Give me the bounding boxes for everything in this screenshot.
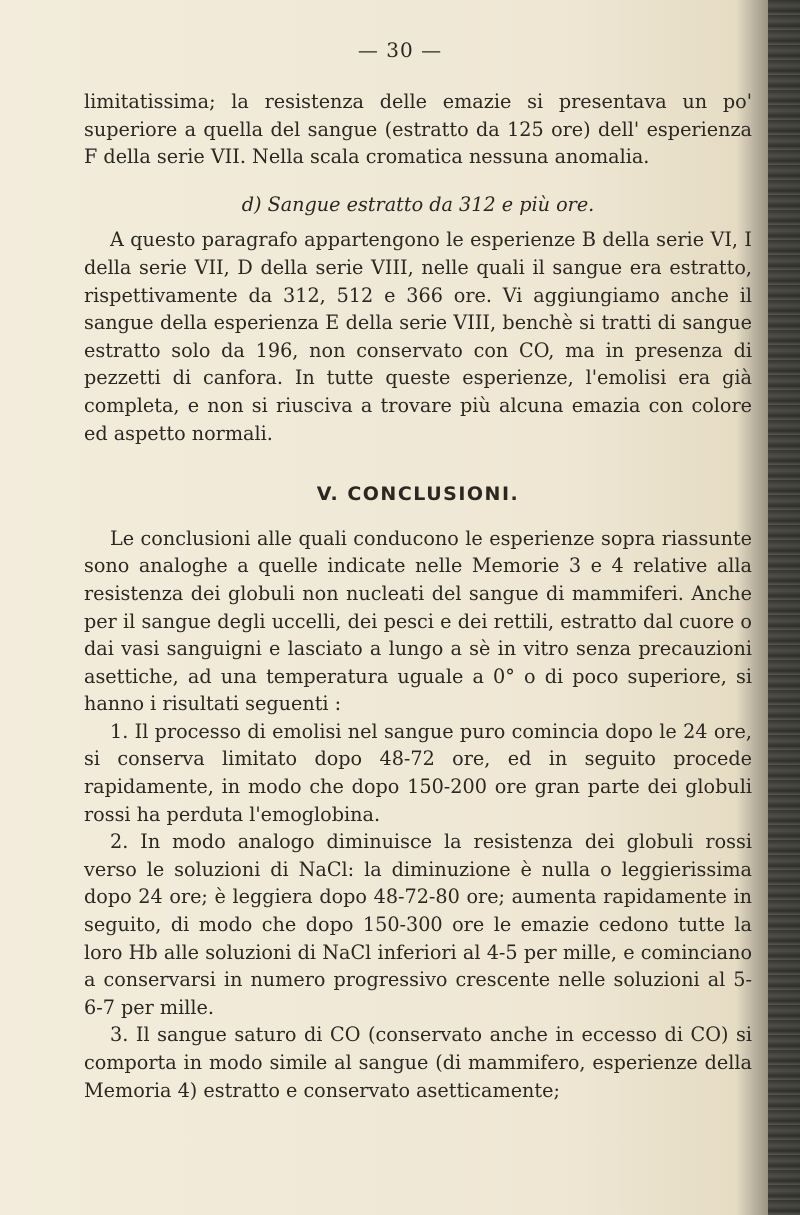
list-item: 2. In modo analogo diminuisce la resistenza dei globuli rossi verso le soluzioni di NaCl: la diminuzione è nulla o leggierissima dopo 24 ore; è leggiera dopo 48-72-80 ore; aumenta rapidamente in seguito, di modo che dopo 150-300 ore le emazie cedono tutte la loro Hb alle soluzioni di NaCl inferiori al 4-5 per mille, e cominciano a conservarsi in numero progressivo crescente nelle soluzioni al 5-6-7 per mille.: [84, 830, 752, 1019]
page-number: — 30 —: [357, 38, 443, 62]
list-item: 1. Il processo di emolisi nel sangue puro comincia dopo le 24 ore, si conserva limitato dopo 48-72 ore, ed in seguito procede rapidamente, in modo che dopo 150-200 ore gran parte dei globuli rossi ha perduta l'emoglobina.: [84, 719, 752, 826]
subheading: d) Sangue estratto da 312 e più ore.: [241, 192, 595, 216]
paragraph-continuation: limitatissima; la resistenza delle emazie si presentava un po' superiore a quella del sangue (estratto da 125 ore) dell' esperienza F della serie VII. Nella scala cromatica nessuna anomalia.: [84, 90, 752, 169]
paragraph: A questo paragrafo appartengono le esperienze B della serie VI, I della serie VII, D della serie VIII, nelle quali il sangue era estratto, rispettivamente da 312, 512 e 366 ore. Vi aggiungiamo anche il sangue della esperienza E della serie VIII, benchè si tratti di sangue estratto solo da 196, non conservato con CO, ma in presenza di pezzetti di canfora. In tutte queste esperienze, l'emolisi era già completa, e non si riusciva a trovare più alcuna emazia con colore ed aspetto normali.: [84, 228, 752, 445]
body-text: [84, 88, 752, 1104]
paragraph: Le conclusioni alle quali conducono le esperienze sopra riassunte sono analoghe a quelle indicate nelle Memorie 3 e 4 relative alla resistenza dei globuli non nucleati del sangue di mammiferi. Anche per il sangue degli uccelli, dei pesci e dei rettili, estratto dal cuore o dai vasi sanguigni e lasciato a lungo a sè in vitro senza precauzioni asettiche, ad una temperatura uguale a 0° o di poco superiore, si hanno i risultati seguenti :: [84, 526, 752, 716]
book-binding-edge: [768, 0, 800, 1215]
section-heading: V. CONCLUSIONI.: [316, 483, 520, 506]
list-item: 3. Il sangue saturo di CO (conservato anche in eccesso di CO) si comporta in modo simile al sangue (di mammifero, esperienze della Memoria 4) estratto e conservato asetticamente;: [84, 1023, 752, 1102]
